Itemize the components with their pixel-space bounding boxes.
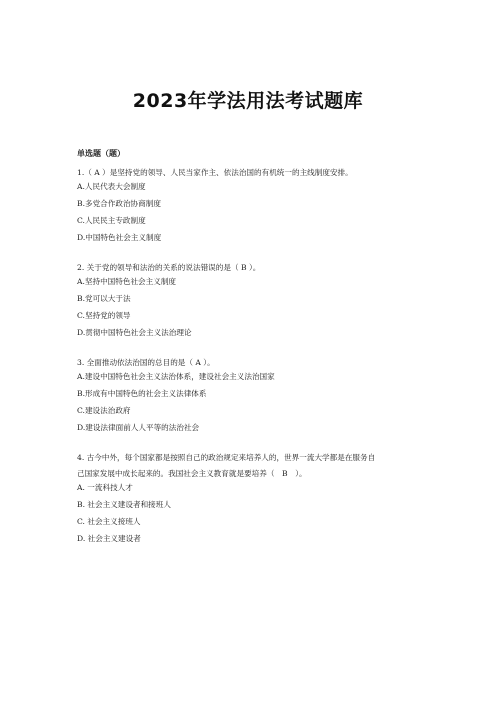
question-1	[77, 165, 429, 244]
option-c: C.建设法治政府	[77, 406, 131, 415]
option-c: C.人民民主专政制度	[77, 216, 146, 225]
option-a: A.坚持中国特色社会主义制度	[77, 277, 177, 286]
option-d: D. 社会主义建设者	[77, 534, 141, 543]
option-b: B.多党合作政治协商制度	[77, 199, 161, 208]
question-text: 1.（ A ）是坚持党的领导、人民当家作主、依法治国的有机统一的主线制度安排。	[77, 168, 353, 177]
question-2	[77, 260, 429, 339]
option-a: A.建设中国特色社会主义法治体系，建设社会主义法治国家	[77, 372, 275, 381]
option-a: A. 一流科技人才	[77, 483, 133, 492]
option-a: A.人民代表大会制度	[77, 182, 146, 191]
option-c: C. 社会主义接班人	[77, 517, 141, 526]
option-d: D.建设法律面前人人平等的法治社会	[77, 423, 200, 432]
option-d: D.中国特色社会主义制度	[77, 233, 162, 242]
document-title: 2023年学法用法考试题库	[132, 90, 364, 112]
option-b: B.形成有中国特色的社会主义法律体系	[77, 389, 207, 398]
question-text: 3. 全面推动依法治国的总目的是（ A ）。	[77, 358, 215, 367]
question-text-line-2: 己国家发展中成长起来的。我国社会主义教育就是要培养（ B ）。	[77, 469, 307, 478]
option-d: D.贯彻中国特色社会主义法治理论	[77, 328, 192, 337]
option-b: B.党可以大于法	[77, 294, 131, 303]
question-3	[77, 355, 429, 434]
question-text-line-1: 4. 古今中外，每个国家都是按照自己的政治规定来培养人的，世界一流大学都是在服务自	[77, 453, 376, 462]
option-b: B. 社会主义建设者和接班人	[77, 500, 171, 509]
question-text: 2. 关于党的领导和法治的关系的说法错误的是（ B ）。	[77, 263, 261, 272]
question-4	[77, 450, 429, 545]
question-list	[77, 148, 429, 550]
option-c: C.坚持党的领导	[77, 311, 131, 320]
section-label: 单选题（题）	[77, 149, 125, 158]
